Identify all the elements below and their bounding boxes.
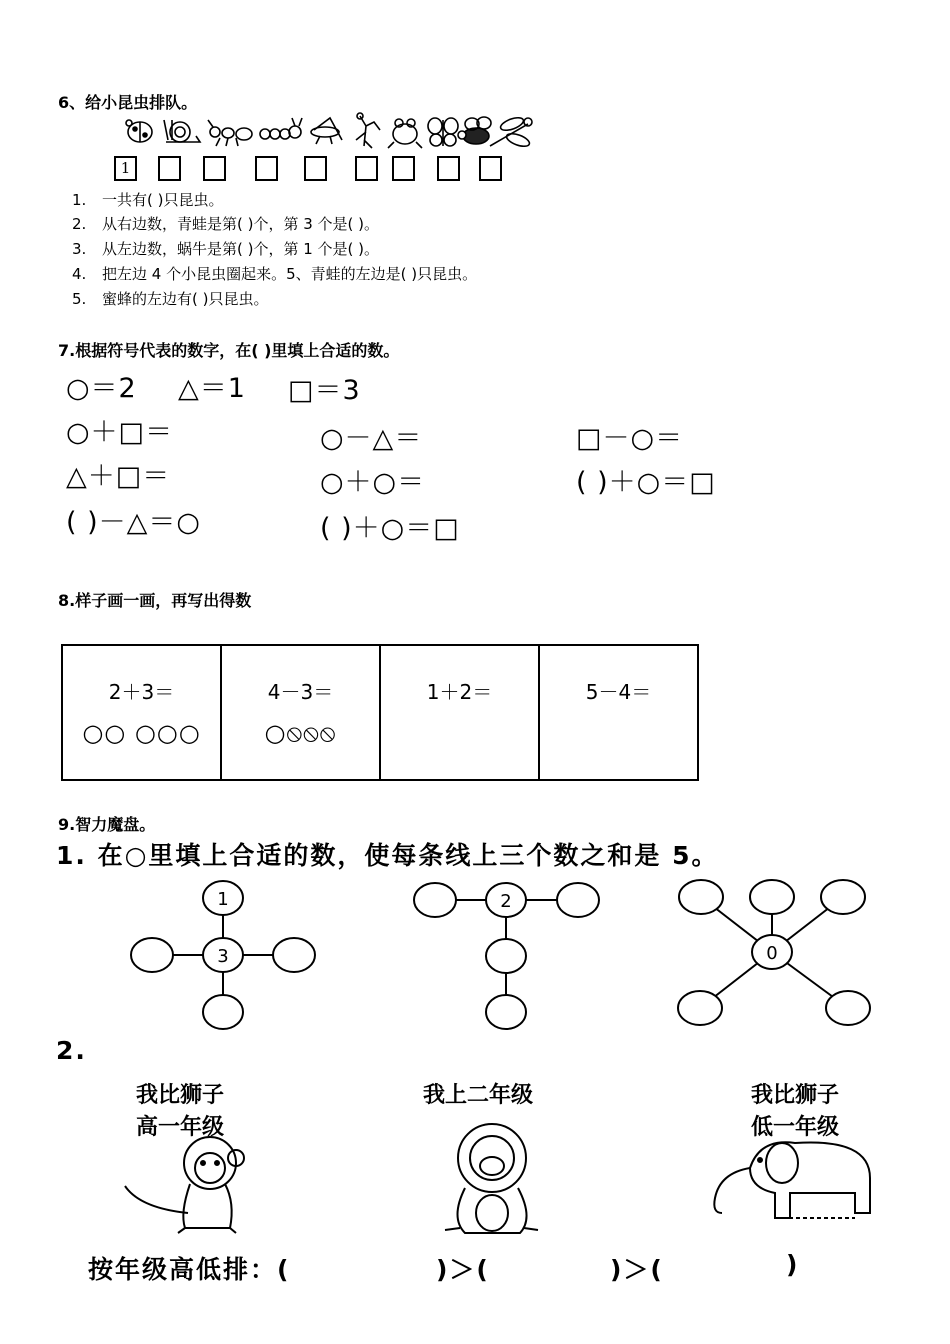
dragonfly-icon (490, 115, 532, 149)
grasshopper-icon (311, 118, 342, 144)
symbol-def-square: □＝3 (288, 375, 361, 406)
lion-icon (445, 1124, 538, 1233)
wheel-circle (678, 991, 722, 1025)
answer-box[interactable] (392, 156, 415, 181)
order-label: 按年级高低排：( (88, 1255, 291, 1284)
lion-speech: 我上二年级 (422, 1083, 533, 1108)
drawing-cell[interactable] (380, 645, 539, 780)
cell-expression: 5－4＝ (585, 680, 652, 704)
mantis-icon (356, 113, 380, 148)
q6-item-5: 5. 蜜蜂的左边有( )只昆虫。 (72, 290, 269, 308)
caterpillar-icon (260, 118, 302, 139)
butterfly-icon (428, 118, 458, 146)
animals-illustration (110, 1118, 890, 1243)
order-end: ) (786, 1250, 800, 1279)
symbol-def-triangle: △＝1 (178, 373, 246, 404)
wheel-circle (131, 938, 173, 972)
equation: ○＋○＝ (320, 467, 426, 498)
wheel-circle (679, 880, 723, 914)
q9-part2-label: 2. (56, 1036, 87, 1065)
elephant-icon (714, 1142, 870, 1218)
drawing-table (61, 644, 699, 781)
wheel-circle (273, 938, 315, 972)
q9-part1-instruction: 1. 在○里填上合适的数，使每条线上三个数之和是 5。 (56, 841, 719, 870)
wheel-circle (557, 883, 599, 917)
wheel-number: 3 (217, 946, 229, 967)
q8-heading: 8.样子画一画，再写出得数 (58, 591, 252, 610)
ladybug-icon (126, 120, 152, 142)
equation: △＋□＝ (66, 461, 171, 492)
wheel-circle (821, 880, 865, 914)
q6-item-1: 1. 一共有( )只昆虫。 (72, 191, 224, 209)
equation: ( )＋○＝□ (320, 513, 460, 544)
symbol-def-circle: ○＝2 (66, 373, 137, 404)
order-separator: )＞( (610, 1255, 664, 1284)
equation: □－○＝ (576, 423, 684, 454)
elephant-speech: 我比狮子 低一年级 (750, 1083, 839, 1140)
frog-icon (388, 119, 422, 148)
q6-item-4: 4. 把左边 4 个小昆虫圈起来。5、青蛙的左边是( )只昆虫。 (72, 265, 478, 283)
q6-item-2: 2. 从右边数，青蛙是第( )个，第 3 个是( )。 (72, 215, 380, 233)
q7-heading: 7.根据符号代表的数字，在( )里填上合适的数。 (58, 341, 400, 360)
equation: ○－△＝ (320, 423, 423, 454)
equation: ( )＋○＝□ (576, 467, 716, 498)
answer-box[interactable] (255, 156, 278, 181)
answer-box[interactable] (437, 156, 460, 181)
drawing-cell[interactable] (221, 645, 380, 780)
wheel-number: 0 (766, 943, 778, 964)
monkey-icon (125, 1137, 244, 1233)
cell-circles: ○⦸⦸⦸ (264, 719, 337, 747)
equation: ( )－△＝○ (66, 507, 201, 538)
equation: ○＋□＝ (66, 417, 174, 448)
cell-expression: 1＋2＝ (426, 680, 493, 704)
wheel-number: 1 (217, 889, 229, 910)
wheel-circle (414, 883, 456, 917)
q6-item-3: 3. 从左边数，蜗牛是第( )个，第 1 个是( )。 (72, 240, 380, 258)
order-separator: )＞( (436, 1255, 490, 1284)
wheel-number: 2 (500, 891, 512, 912)
answer-box[interactable] (158, 156, 181, 181)
snail-icon (164, 120, 200, 142)
cell-expression: 2＋3＝ (108, 680, 175, 704)
wheel-circle (486, 939, 526, 973)
drawing-cell[interactable] (539, 645, 698, 780)
ant-icon (208, 120, 252, 146)
insect-row-illustration (120, 110, 540, 154)
answer-box[interactable] (304, 156, 327, 181)
cell-circles: ○○ ○○○ (82, 719, 201, 747)
drawing-cell[interactable] (62, 645, 221, 780)
wheel-circle (750, 880, 794, 914)
answer-box[interactable] (479, 156, 502, 181)
magic-wheels (110, 870, 890, 1035)
answer-box-1: 1 (114, 156, 137, 181)
monkey-speech: 我比狮子 高一年级 (135, 1083, 224, 1140)
wheel-circle (486, 995, 526, 1029)
q9-heading: 9.智力魔盘。 (58, 815, 156, 834)
q6-heading: 6、给小昆虫排队。 (58, 93, 198, 112)
answer-box[interactable] (203, 156, 226, 181)
bee-icon (458, 117, 491, 144)
answer-box[interactable] (355, 156, 378, 181)
cell-expression: 4－3＝ (267, 680, 334, 704)
wheel-circle (203, 995, 243, 1029)
wheel-circle (826, 991, 870, 1025)
